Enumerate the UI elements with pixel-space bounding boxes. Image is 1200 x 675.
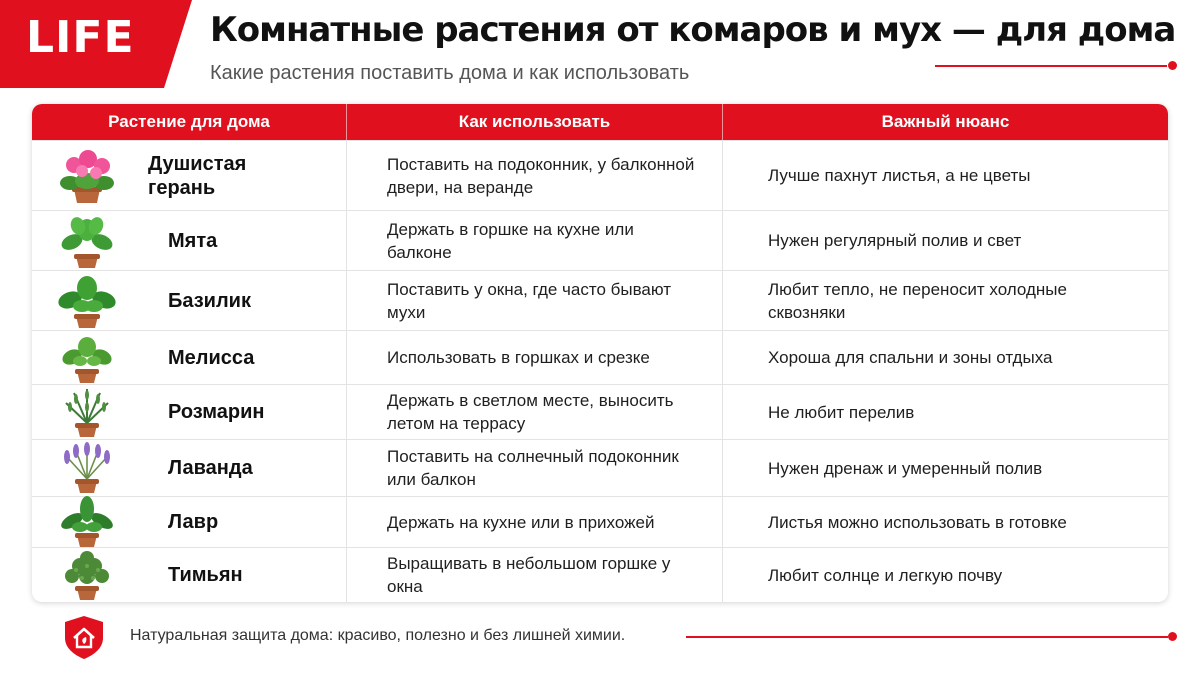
plant-name: Розмарин [168,401,265,423]
use-cell: Поставить у окна, где часто бывают мухи [347,271,723,330]
column-header-note: Важный нюанс [881,112,1010,131]
footer-divider-dot [1168,632,1177,641]
table-row [32,496,1168,547]
geranium-icon [52,147,122,205]
use-cell: Выращивать в небольшом горшке у окна [347,548,723,602]
table-row [32,210,1168,270]
note-cell: Листья можно использовать в готовке [768,512,1067,532]
mint-icon [52,212,122,270]
column-header-plant: Растение для дома [32,104,347,140]
use-cell: Использовать в горшках и срезке [347,331,723,384]
note-cell: Нужен регулярный полив и свет [768,231,1022,250]
rosemary-icon [52,383,122,441]
melissa-icon [52,329,122,387]
table-row [32,330,1168,384]
use-cell: Поставить на подоконник, у балконной двери, на веранде [347,141,723,210]
use-cell: Держать на кухне или в прихожей [347,497,723,547]
use-cell: Поставить на солнечный подоконник или балкон [347,440,723,496]
house-shield-icon [62,614,106,660]
note-cell: Любит солнце и легкую почву [768,565,1003,585]
laurel-icon [52,493,122,551]
plant-name: Тимьян [168,564,243,586]
subtitle-divider [935,65,1167,67]
plant-name: Базилик [168,289,251,312]
note-cell: Хороша для спальни и зоны отдыха [768,348,1053,367]
plant-name: Лавр [168,511,219,533]
plants-table [32,104,1168,602]
note-cell: Любит тепло, не переносит холодные сквозняки [768,279,1067,322]
plant-name: Мелисса [168,346,255,369]
page-title: Комнатные растения от комаров и мух — для дома [210,10,1176,50]
note-cell: Не любит перелив [768,402,915,422]
plant-name: Мята [168,229,218,252]
footer-note: Натуральная защита дома: красиво, полезно и без лишней химии. [130,627,626,644]
thyme-icon [52,546,122,602]
table-row [32,270,1168,330]
subtitle-divider-dot [1168,61,1177,70]
table-row [32,547,1168,602]
logo-text: LIFE [26,12,135,63]
basil-icon [52,272,122,330]
page-subtitle: Какие растения поставить дома и как использовать [210,62,690,84]
life-logo [0,0,192,88]
use-cell: Держать в горшке на кухне или балконе [347,211,723,270]
plant-name: Лаванда [168,457,253,479]
lavender-icon [52,439,122,497]
table-row [32,140,1168,210]
plant-name: Душистая герань [148,152,247,199]
note-cell: Нужен дренаж и умеренный полив [768,458,1043,478]
use-cell: Держать в светлом месте, выносить летом на террасу [347,385,723,439]
note-cell: Лучше пахнут листья, а не цветы [768,166,1031,185]
table-row [32,384,1168,439]
footer-divider [686,636,1168,638]
column-header-use: Как использовать [347,104,723,140]
table-header [32,104,1168,140]
table-row [32,439,1168,496]
